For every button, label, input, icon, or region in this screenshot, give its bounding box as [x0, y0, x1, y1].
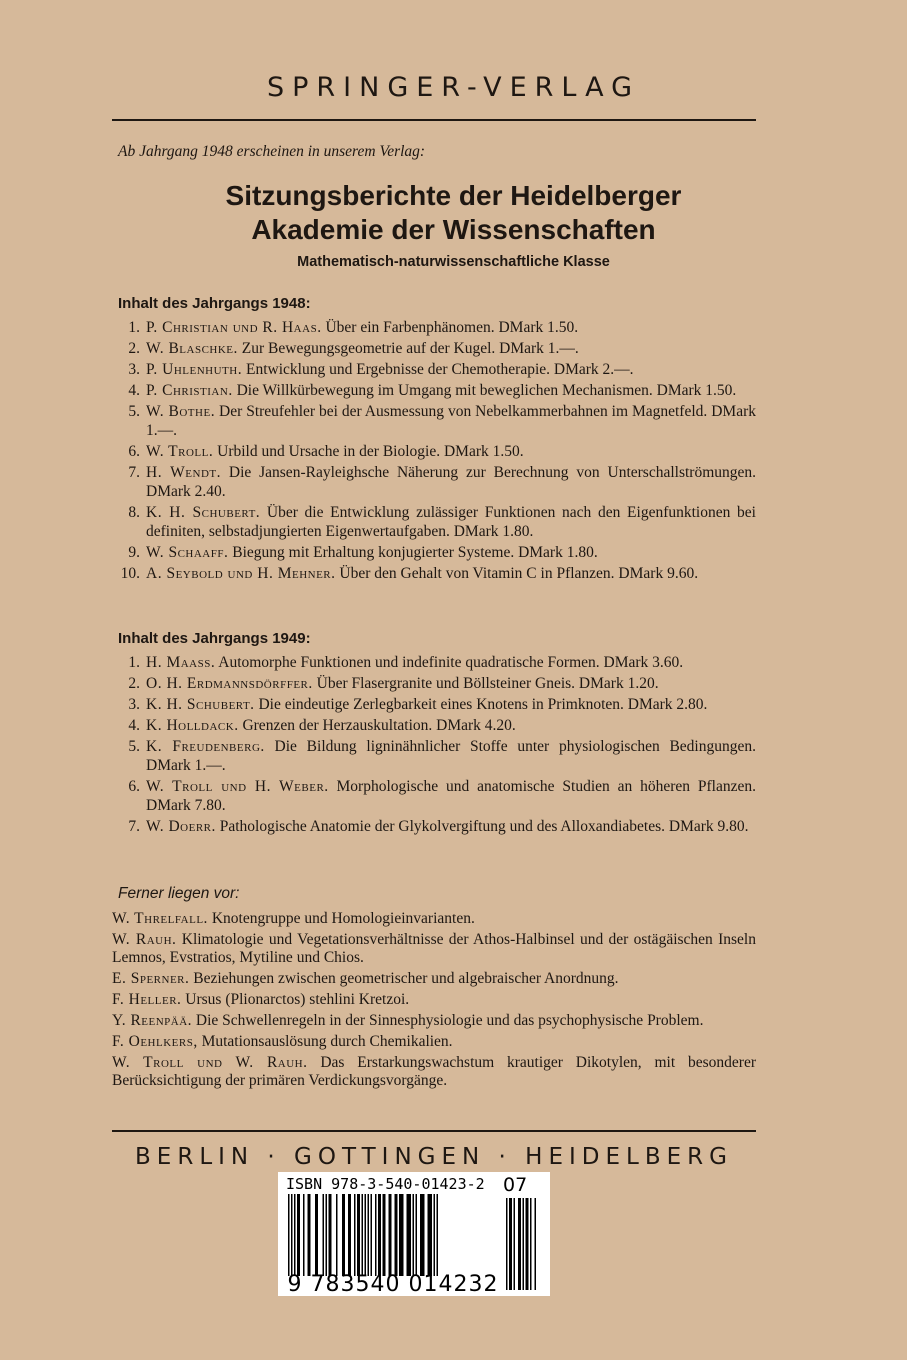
barcode-bar	[323, 1194, 325, 1276]
item-title: Über den Gehalt von Vitamin C in Pflanzen. DMark 9.60.	[335, 565, 699, 582]
barcode-addon-bar	[523, 1198, 525, 1290]
barcode-bar	[315, 1194, 318, 1276]
item-text	[146, 402, 756, 440]
list-item	[112, 1054, 756, 1090]
barcode-bar	[354, 1194, 356, 1276]
list-item	[112, 653, 756, 672]
item-title: Zur Bewegungsgeometrie auf der Kugel. DMark 1.—.	[237, 340, 579, 357]
item-title: Die Jansen-Rayleighsche Näherung zur Berechnung von Unterschallströmungen. DMark 2.40.	[146, 464, 757, 500]
barcode-bar	[378, 1194, 381, 1276]
item-title: Die Willkürbewegung im Umgang mit beweglichen Mechanismen. DMark 1.50.	[232, 382, 737, 399]
item-authors: Y. Reenpää.	[112, 1012, 193, 1029]
item-authors: K. H. Schubert.	[146, 696, 255, 713]
item-number: 10.	[120, 565, 140, 582]
item-number: 2.	[128, 340, 140, 357]
item-number: 7.	[128, 464, 140, 481]
item-authors: O. H. Erdmannsdörffer.	[146, 675, 313, 692]
isbn-label: ISBN 978-3-540-01423-2	[286, 1175, 485, 1193]
item-title: Die Schwellenregeln in der Sinnesphysiologie und das psychophysische Problem.	[192, 1012, 704, 1029]
item-authors: H. Maass.	[146, 654, 216, 671]
list-item	[112, 564, 756, 583]
bottom-divider	[112, 1130, 756, 1132]
item-title: Biegung mit Erhaltung konjugierter Systeme. DMark 1.80.	[228, 544, 598, 561]
item-authors: K. Freudenberg.	[146, 738, 265, 755]
heading-1948: Inhalt des Jahrgangs 1948:	[118, 295, 311, 312]
heading-ferner: Ferner liegen vor:	[118, 885, 240, 902]
barcode-addon-bar	[526, 1198, 529, 1290]
item-authors: W. Bothe.	[146, 403, 216, 420]
barcode-bar	[336, 1194, 338, 1276]
item-title: Mutationsauslösung durch Chemikalien.	[197, 1033, 453, 1050]
list-item	[112, 360, 756, 379]
item-number: 4.	[128, 382, 140, 399]
item-title: Beziehungen zwischen geometrischer und algebraischer Anordnung.	[189, 970, 619, 987]
list-item	[112, 543, 756, 562]
barcode-bar	[407, 1194, 412, 1276]
heading-1949: Inhalt des Jahrgangs 1949:	[118, 630, 311, 647]
barcode-addon-label: 07	[503, 1174, 528, 1196]
item-authors: A. Seybold und H. Mehner.	[146, 565, 336, 582]
item-text	[146, 381, 756, 400]
further-titles-list	[112, 910, 756, 1093]
item-number: 7.	[128, 818, 140, 835]
barcode-bar	[389, 1194, 392, 1276]
list-item	[112, 318, 756, 337]
item-text	[146, 695, 756, 714]
list-item	[112, 777, 756, 815]
list-item	[112, 817, 756, 836]
item-text	[146, 463, 756, 501]
list-item	[112, 1012, 756, 1030]
item-text	[146, 716, 756, 735]
barcode-addon-bar	[518, 1198, 521, 1290]
list-item	[112, 339, 756, 358]
item-text	[146, 737, 756, 775]
item-title: Der Streufehler bei der Ausmessung von Nebelkammerbahnen im Magnetfeld. DMark 1.—.	[146, 403, 756, 439]
item-title: Über Flasergranite und Böllsteiner Gneis. DMark 1.20.	[312, 675, 659, 692]
contents-list-1949	[112, 653, 756, 838]
item-authors: W. Troll und H. Weber.	[146, 778, 329, 795]
item-text	[146, 674, 756, 693]
barcode-bar	[399, 1194, 404, 1276]
barcode-bar	[371, 1194, 373, 1276]
item-number: 8.	[128, 504, 140, 521]
barcode-bar	[420, 1194, 425, 1276]
item-authors: W. Rauh.	[112, 931, 177, 948]
item-title: Klimatologie und Vegetationsverhältnisse der Athos-Halbinsel und der ostägäischen Inseln Lemnos, Evstratios, Mytiline und Chios.	[112, 931, 756, 966]
barcode-bar	[428, 1194, 433, 1276]
item-text	[146, 564, 756, 583]
item-title: Entwicklung und Ergebnisse der Chemotherapie. DMark 2.—.	[242, 361, 634, 378]
item-number: 3.	[128, 361, 140, 378]
publisher-cities: BERLIN · GOTTINGEN · HEIDELBERG	[135, 1144, 733, 1170]
item-title: Grenzen der Herzauskultation. DMark 4.20.	[238, 717, 516, 734]
barcode-bar	[357, 1194, 360, 1276]
barcode-bar	[326, 1194, 328, 1276]
barcode-digits: 9 783540 014232	[287, 1272, 499, 1297]
item-title: Das Erstarkungswachstum krautiger Dikotylen, mit besonderer Berücksichtigung der primären Verdickungsvorgänge.	[112, 1054, 756, 1089]
list-item	[112, 1033, 756, 1051]
item-number: 5.	[128, 738, 140, 755]
barcode-addon-bar	[506, 1198, 508, 1290]
item-title: Über die Entwicklung zulässiger Funktionen nach den Eigenfunktionen bei definiten, selbstadjungierten Eigenwertaufgaben. DMark 1.80.	[146, 504, 756, 540]
list-item	[112, 737, 756, 775]
item-text	[146, 442, 756, 461]
top-divider	[112, 119, 756, 121]
item-title: Über ein Farbenphänomen. DMark 1.50.	[321, 319, 579, 336]
item-authors: W. Doerr.	[146, 818, 216, 835]
barcode-addon-bar	[514, 1198, 516, 1290]
barcode-bar	[395, 1194, 398, 1276]
item-number: 2.	[128, 675, 140, 692]
list-item	[112, 381, 756, 400]
list-item	[112, 716, 756, 735]
item-authors: H. Wendt.	[146, 464, 221, 481]
item-authors: K. Holldack.	[146, 717, 239, 734]
item-authors: F. Oehlkers,	[112, 1033, 198, 1050]
barcode-bar	[368, 1194, 370, 1276]
item-text	[146, 503, 756, 541]
item-title: Pathologische Anatomie der Glykolvergiftung und des Alloxandiabetes. DMark 9.80.	[215, 818, 749, 835]
barcode-bar	[375, 1194, 377, 1276]
item-number: 1.	[128, 319, 140, 336]
barcode-bar	[308, 1194, 311, 1276]
barcode-addon-bar	[535, 1198, 537, 1290]
item-number: 6.	[128, 443, 140, 460]
item-authors: P. Christian.	[146, 382, 233, 399]
item-text	[146, 339, 756, 358]
item-number: 3.	[128, 696, 140, 713]
series-title	[0, 179, 907, 247]
barcode-bar	[291, 1194, 293, 1276]
item-title: Die eindeutige Zerlegbarkeit eines Knotens in Primknoten. DMark 2.80.	[254, 696, 708, 713]
item-number: 5.	[128, 403, 140, 420]
series-title-line-1: Sitzungsberichte der Heidelberger	[225, 180, 682, 211]
barcode-bar	[329, 1194, 332, 1276]
barcode-addon-bar	[530, 1198, 532, 1290]
item-number: 1.	[128, 654, 140, 671]
list-item	[112, 402, 756, 440]
item-authors: F. Heller.	[112, 991, 182, 1008]
barcode-bar	[362, 1194, 364, 1276]
item-title: Morphologische und anatomische Studien an höheren Pflanzen. DMark 7.80.	[146, 778, 756, 814]
item-text	[146, 653, 756, 672]
barcode-bar	[434, 1194, 436, 1276]
list-item	[112, 463, 756, 501]
item-title: Die Bildung ligninähnlicher Stoffe unter physiologischen Bedingungen. DMark 1.—.	[146, 738, 756, 774]
list-item	[112, 674, 756, 693]
barcode-bar	[437, 1194, 439, 1276]
series-subtitle: Mathematisch-naturwissenschaftliche Klasse	[297, 254, 610, 270]
item-text	[146, 543, 756, 562]
item-title: Automorphe Funktionen und indefinite quadratische Formen. DMark 3.60.	[215, 654, 684, 671]
barcode-bar	[348, 1194, 351, 1276]
list-item	[112, 442, 756, 461]
barcode-bar	[413, 1194, 415, 1276]
item-authors: W. Troll und W. Rauh.	[112, 1054, 308, 1071]
list-item	[112, 695, 756, 714]
item-title: Urbild und Ursache in der Biologie. DMark 1.50.	[213, 443, 524, 460]
item-authors: W. Schaaff.	[146, 544, 229, 561]
list-item	[112, 970, 756, 988]
item-text	[146, 817, 756, 836]
list-item	[112, 931, 756, 967]
barcode-bar	[383, 1194, 386, 1276]
intro-line: Ab Jahrgang 1948 erscheinen in unserem Verlag:	[118, 143, 426, 160]
item-authors: W. Blaschke.	[146, 340, 238, 357]
barcode-bar	[288, 1194, 290, 1276]
publisher-name: SPRINGER-VERLAG	[266, 72, 641, 103]
item-authors: W. Troll.	[146, 443, 214, 460]
isbn-barcode	[278, 1172, 550, 1296]
item-number: 6.	[128, 778, 140, 795]
barcode-addon-bars	[504, 1198, 544, 1290]
list-item	[112, 991, 756, 1009]
item-authors: K. H. Schubert.	[146, 504, 261, 521]
barcode-bar	[297, 1194, 300, 1276]
barcode-bar	[416, 1194, 418, 1276]
list-item	[112, 910, 756, 928]
item-authors: P. Uhlenhuth.	[146, 361, 243, 378]
series-title-line-2: Akademie der Wissenschaften	[251, 214, 656, 245]
barcode-addon-bar	[509, 1198, 512, 1290]
item-text	[146, 318, 756, 337]
barcode-bars	[286, 1194, 508, 1276]
item-text	[146, 777, 756, 815]
barcode-bar	[365, 1194, 367, 1276]
item-text	[146, 360, 756, 379]
item-authors: W. Threlfall.	[112, 910, 208, 927]
item-number: 4.	[128, 717, 140, 734]
barcode-bar	[294, 1194, 296, 1276]
item-number: 9.	[128, 544, 140, 561]
item-authors: E. Sperner.	[112, 970, 190, 987]
item-authors: P. Christian und R. Haas.	[146, 319, 322, 336]
list-item	[112, 503, 756, 541]
item-title: Knotengruppe und Homologieinvarianten.	[207, 910, 475, 927]
barcode-bar	[303, 1194, 305, 1276]
item-title: Ursus (Plionarctos) stehlini Kretzoi.	[181, 991, 410, 1008]
barcode-bar	[342, 1194, 345, 1276]
contents-list-1948	[112, 318, 756, 585]
